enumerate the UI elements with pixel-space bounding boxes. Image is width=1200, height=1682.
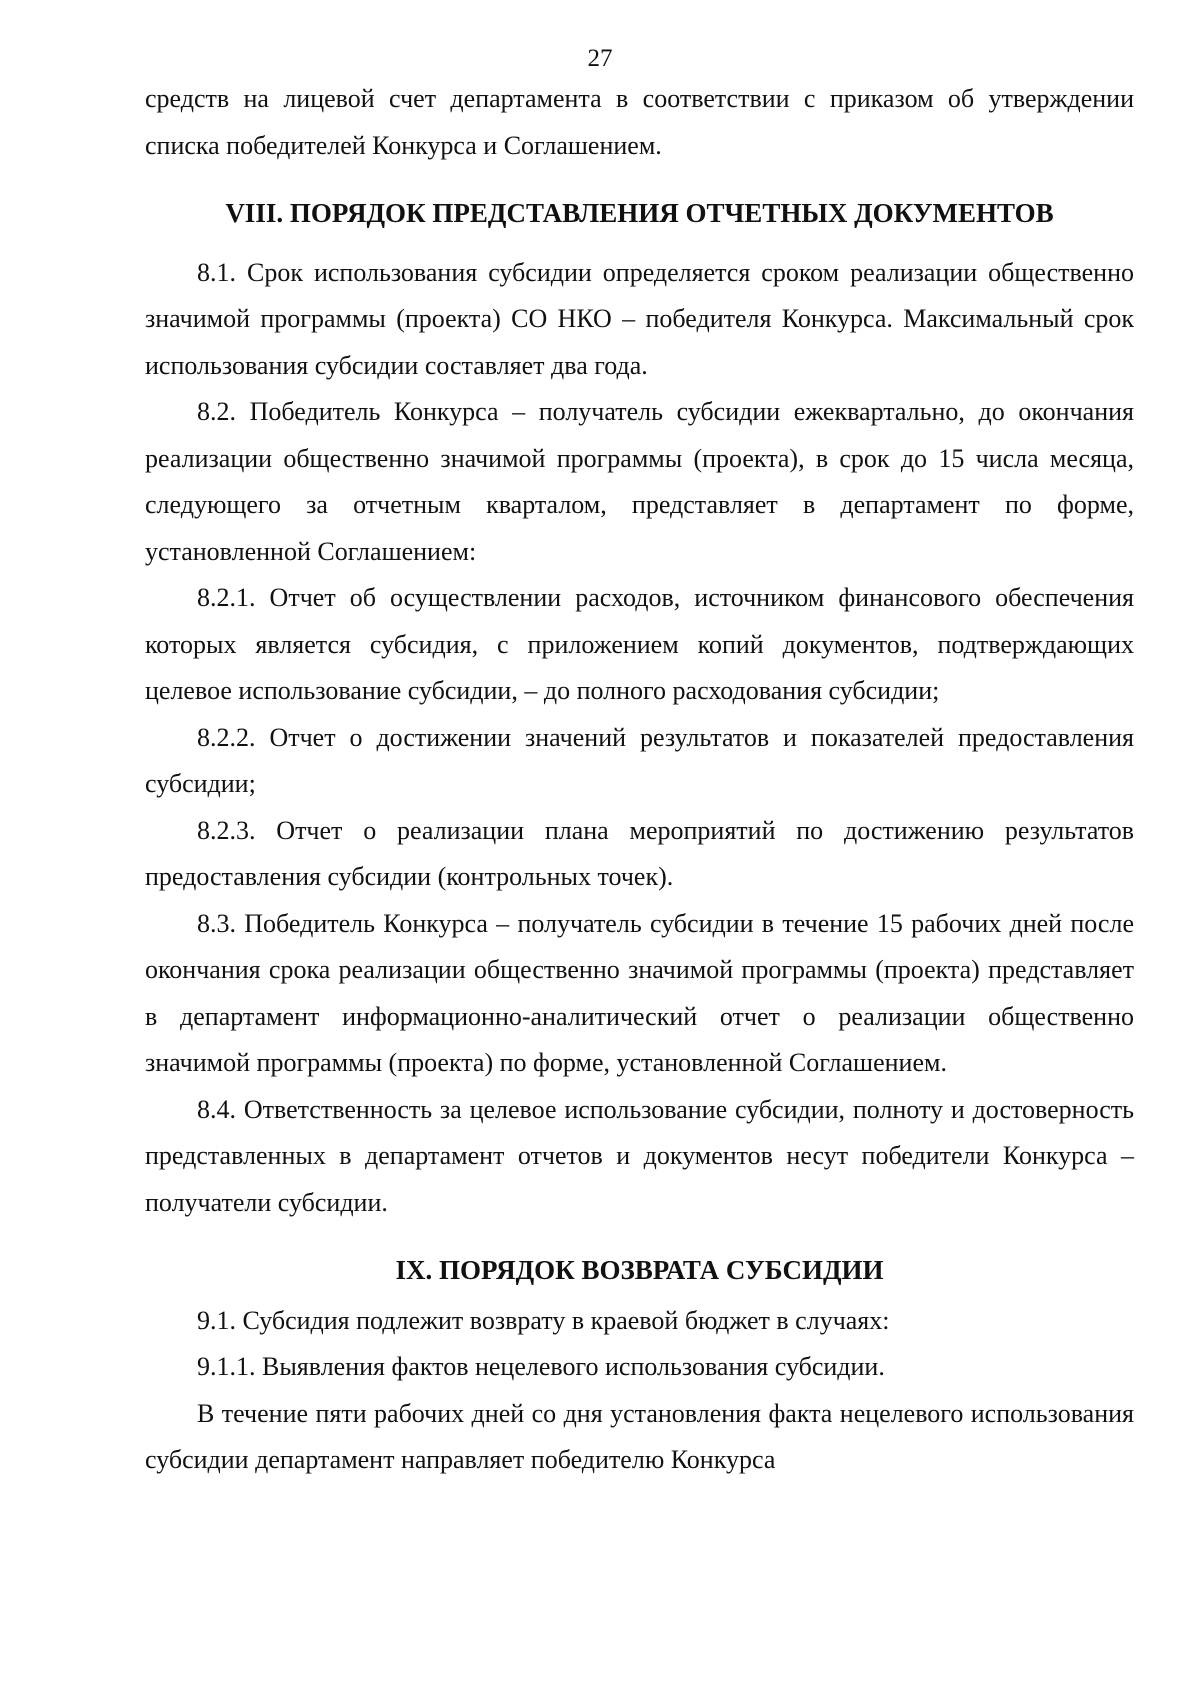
page-number: 27 — [587, 45, 613, 72]
paragraph-9-continuation: В течение пяти рабочих дней со дня установления факта нецелевого использования субсидии департамент направляет победителю Конкурса — [145, 1398, 1134, 1474]
paragraph-8-2-2: 8.2.2. Отчет о достижении значений результатов и показателей предоставления субсидии; — [145, 722, 1134, 798]
section-8-heading: VIII. ПОРЯДОК ПРЕДСТАВЛЕНИЯ ОТЧЕТНЫХ ДОКУМЕНТОВ — [225, 198, 1054, 228]
document-body — [145, 76, 1134, 1484]
paragraph-9-1: 9.1. Субсидия подлежит возврату в краевой бюджет в случаях: — [197, 1305, 890, 1335]
paragraph-8-4: 8.4. Ответственность за целевое использование субсидии, полноту и достоверность представленных в департамент отчетов и документов несут победители Конкурса – получатели субсидии. — [145, 1094, 1134, 1217]
paragraph-8-1: 8.1. Срок использования субсидии определяется сроком реализации общественно значимой программы (проекта) СО НКО – победителя Конкурса. Максимальный срок использования субсидии составляет два года. — [145, 257, 1134, 380]
section-9-heading: IX. ПОРЯДОК ВОЗВРАТА СУБСИДИИ — [395, 1255, 884, 1285]
paragraph-8-3: 8.3. Победитель Конкурса – получатель субсидии в течение 15 рабочих дней после окончания срока реализации общественно значимой программы (проекта) представляет в департамент информационно-аналитический отчет о реализации общественно значимой программы (проекта) по форме, установленной Соглашением. — [145, 908, 1134, 1077]
paragraph-8-2-3: 8.2.3. Отчет о реализации плана мероприятий по достижению результатов предоставления субсидии (контрольных точек). — [145, 815, 1134, 891]
paragraph-9-1-1: 9.1.1. Выявления фактов нецелевого использования субсидии. — [197, 1352, 885, 1381]
paragraph-8-2: 8.2. Победитель Конкурса – получатель субсидии ежеквартально, до окончания реализации общественно значимой программы (проекта), в срок до 15 числа месяца, следующего за отчетным кварталом, представляет в департамент по форме, установленной Соглашением: — [145, 397, 1134, 566]
continuation-paragraph: средств на лицевой счет департамента в соответствии с приказом об утверждении списка победителей Конкурса и Соглашением. — [145, 84, 1134, 160]
paragraph-8-2-1: 8.2.1. Отчет об осуществлении расходов, источником финансового обеспечения которых является субсидия, с приложением копий документов, подтверждающих целевое использование субсидии, – до полного расходования субсидии; — [145, 583, 1134, 705]
